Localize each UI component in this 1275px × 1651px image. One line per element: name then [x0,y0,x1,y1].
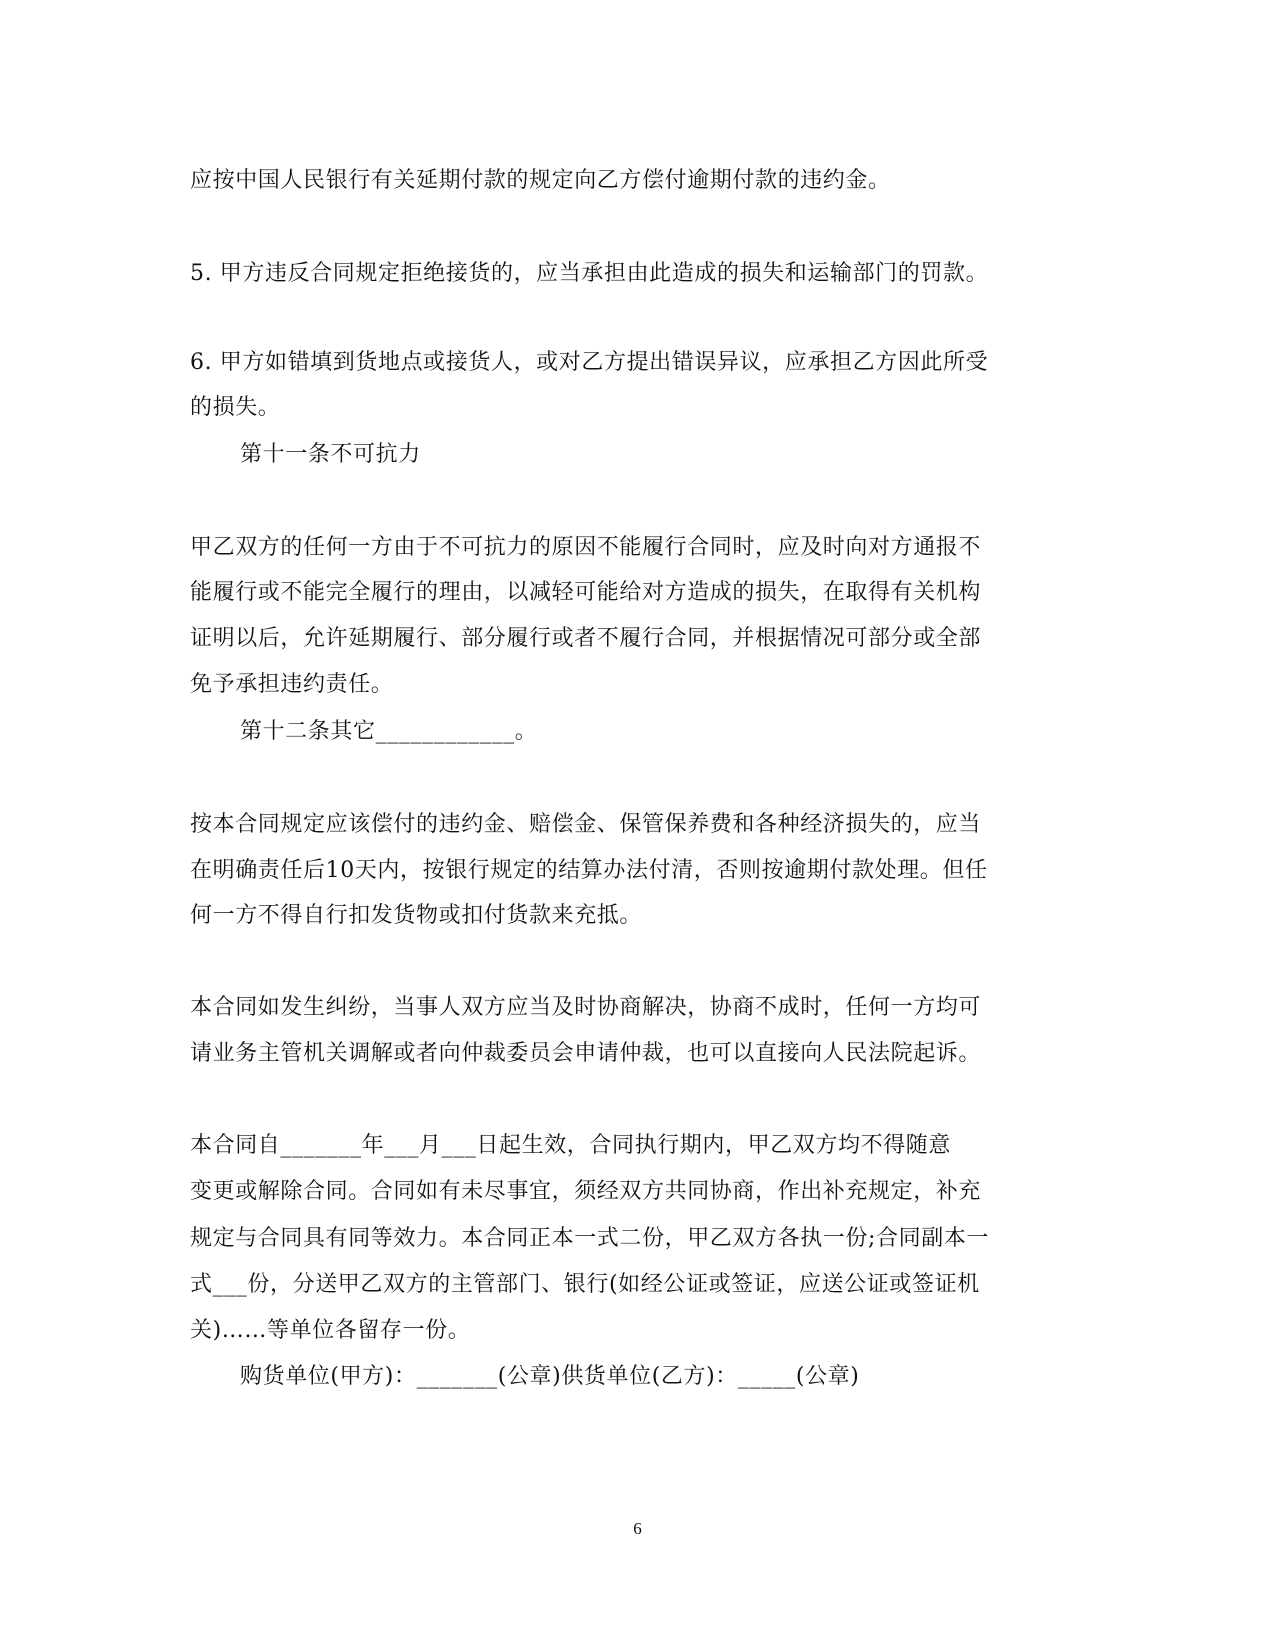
text-line-20: 关)……等单位各留存一份。 [190,1318,471,1343]
text-line-11: 按本合同规定应该偿付的违约金、赔偿金、保管保养费和各种经济损失的，应当 [190,812,982,837]
text-line-15: 请业务主管机关调解或者向仲裁委员会申请仲裁，也可以直接向人民法院起诉。 [190,1041,982,1066]
page-number: 6 [633,1519,642,1538]
text-line-16: 本合同自_______年___月___日起生效，合同执行期内，甲乙双方均不得随意 [190,1133,952,1158]
text-line-14: 本合同如发生纠纷，当事人双方应当及时协商解决，协商不成时，任何一方均可 [190,995,982,1020]
text-line-8: 证明以后，允许延期履行、部分履行或者不履行合同，并根据情况可部分或全部 [190,626,982,651]
text-line-18: 规定与合同具有同等效力。本合同正本一式二份，甲乙双方各执一份;合同副本一 [190,1226,990,1251]
text-line-4: 的损失。 [190,395,281,420]
text-line-12: 在明确责任后10天内，按银行规定的结算办法付清，否则按逾期付款处理。但任 [190,858,988,883]
text-line-7: 能履行或不能完全履行的理由，以减轻可能给对方造成的损失，在取得有关机构 [190,580,982,605]
section-heading-12: 第十二条其它____________。 [240,719,538,744]
text-line-3: 6. 甲方如错填到货地点或接货人，或对乙方提出错误异议，应承担乙方因此所受 [190,350,989,375]
text-line-6: 甲乙双方的任何一方由于不可抗力的原因不能履行合同时，应及时向对方通报不 [190,535,982,560]
text-line-19: 式___份，分送甲乙双方的主管部门、银行(如经公证或签证，应送公证或签证机 [190,1272,980,1297]
text-line-13: 何一方不得自行扣发货物或扣付货款来充抵。 [190,903,643,928]
text-line-1: 应按中国人民银行有关延期付款的规定向乙方偿付逾期付款的违约金。 [190,168,891,193]
section-heading-11: 第十一条不可抗力 [240,442,421,467]
text-line-2: 5. 甲方违反合同规定拒绝接货的，应当承担由此造成的损失和运输部门的罚款。 [190,261,989,286]
text-line-17: 变更或解除合同。合同如有未尽事宜，须经双方共同协商，作出补充规定，补充 [190,1179,982,1204]
text-line-9: 免予承担违约责任。 [190,672,394,697]
signature-line: 购货单位(甲方)：_______(公章)供货单位(乙方)：_____(公章) [240,1364,860,1389]
